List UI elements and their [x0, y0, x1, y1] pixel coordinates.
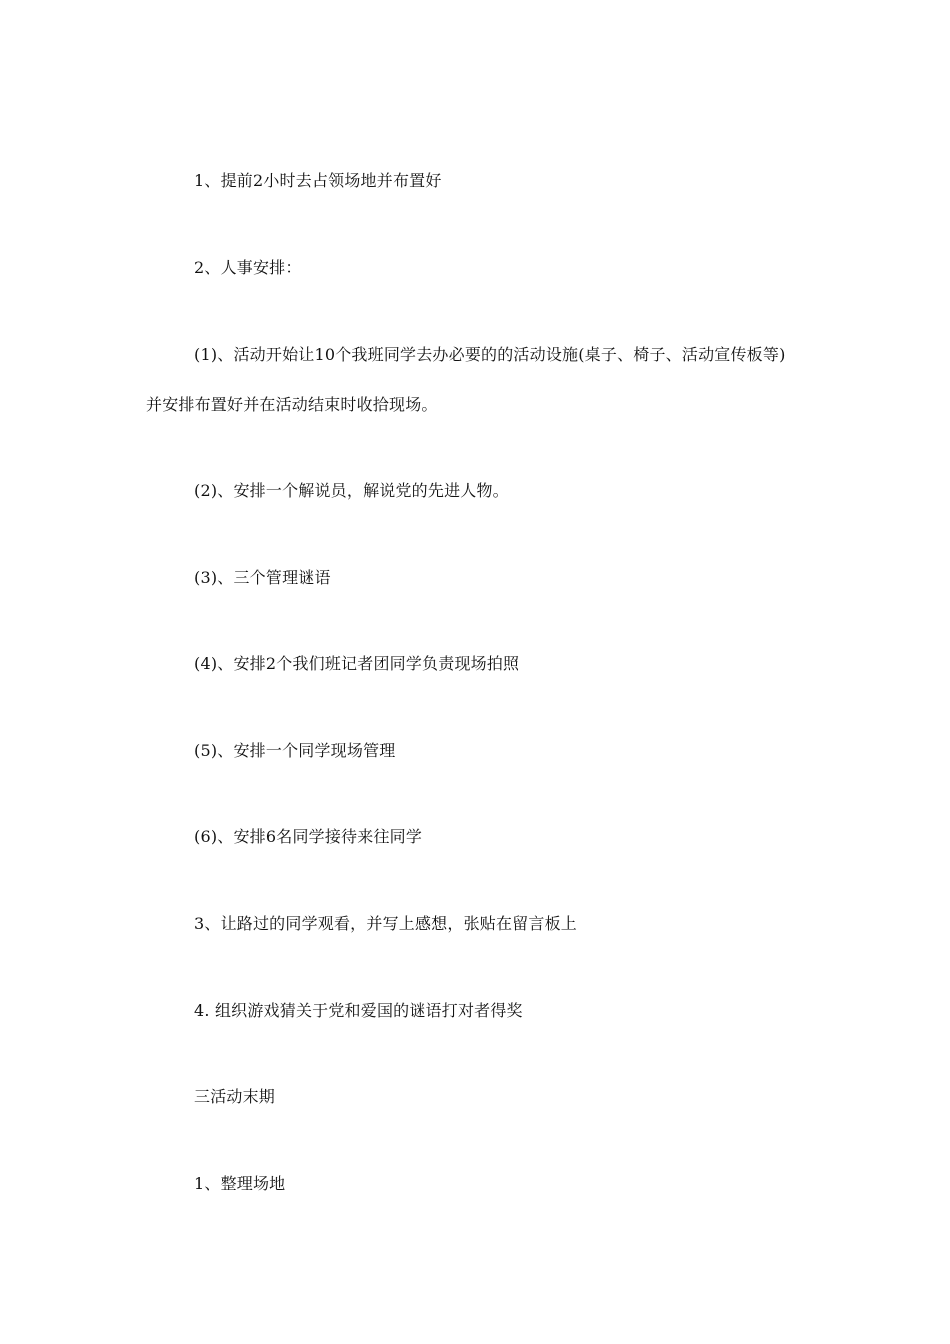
paragraph-item-2: (2)、安排一个解说员，解说党的先进人物。 [194, 481, 509, 500]
paragraph-item-5: (5)、安排一个同学现场管理 [194, 741, 396, 760]
section-heading-final-stage: 三活动末期 [194, 1087, 276, 1106]
paragraph-item-6: (6)、安排6名同学接待来往同学 [194, 827, 423, 846]
paragraph-item-1: (1)、活动开始让10个我班同学去办必要的的活动设施(桌子、椅子、活动宣传板等) [194, 345, 786, 364]
paragraph-item-3: (3)、三个管理谜语 [194, 568, 331, 587]
paragraph-riddle-game: 4. 组织游戏猜关于党和爱国的谜语打对者得奖 [194, 1001, 523, 1020]
paragraph-personnel-arrangement: 2、人事安排： [194, 258, 302, 277]
paragraph-clean-venue: 1、整理场地 [194, 1174, 286, 1193]
paragraph-item-1-continued: 并安排布置好并在活动结束时收拾现场。 [146, 395, 438, 414]
paragraph-visitors-feedback: 3、让路过的同学观看，并写上感想，张贴在留言板上 [194, 914, 577, 933]
paragraph-item-4: (4)、安排2个我们班记者团同学负责现场拍照 [194, 654, 520, 673]
paragraph-prepare-venue: 1、提前2小时去占领场地并布置好 [194, 171, 442, 190]
